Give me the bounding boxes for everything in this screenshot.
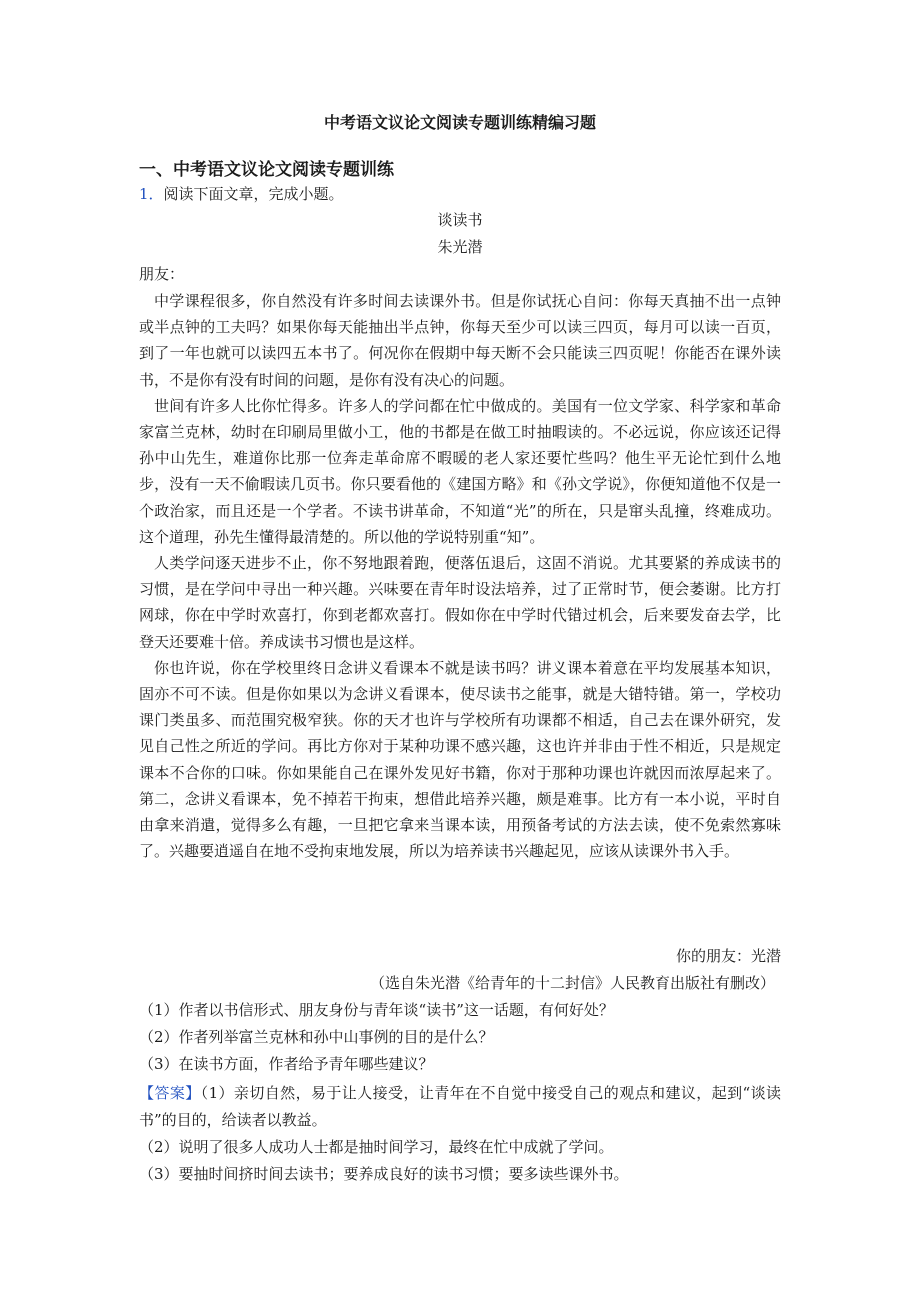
- essay-body: [139, 288, 781, 864]
- subquestion-3: （3）在读书方面，作者给予青年哪些建议？: [139, 1055, 434, 1073]
- essay-paragraph: 世间有许多人比你忙得多。许多人的学问都在忙中做成的。美国有一位文学家、科学家和革命家富兰克林，幼时在印刷局里做小工，他的书都是在做工时抽暇读的。不必远说，你应该还记得孙中山先生，难道你比那一位奔走革命席不暇暖的老人家还要忙些吗？他生平无论忙到什么地步，没有一天不偷暇读几页书。你只要看他的《建国方略》和《孙文学说》，你便知道他不仅是一个政治家，而且还是一个学者。不读书讲革命，不知道“光”的所在，只是窜头乱撞，终难成功。这个道理，孙先生懂得最清楚的。所以他的学说特别重“知”。: [139, 396, 781, 546]
- essay-author: 朱光潜: [437, 238, 483, 256]
- question-intro-text: 阅读下面文章，完成小题。: [163, 185, 344, 203]
- document-title: 中考语文议论文阅读专题训练精编习题: [323, 113, 596, 132]
- essay-paragraph: 中学课程很多，你自然没有许多时间去读课外书。但是你试抚心自问：你每天真抽不出一点钟或半点钟的工夫吗？如果你每天能抽出半点钟，你每天至少可以读三四页，每月可以读一百页，到了一年也就可以读四五本书了。何况你在假期中每天断不会只能读三四页呢！你能否在课外读书，不是你有没有时间的问题，是你有没有决心的问题。: [139, 292, 781, 389]
- subquestion-2: （2）作者列举富兰克林和孙中山事例的目的是什么？: [139, 1028, 494, 1046]
- answer-text-1: （1）亲切自然，易于让人接受，让青年在不自觉中接受自己的观点和建议，起到“谈读书”的目的，给读者以教益。: [139, 1084, 781, 1129]
- essay-greeting: 朋友：: [139, 265, 185, 283]
- question-intro: [139, 182, 344, 206]
- essay-paragraph: 你也许说，你在学校里终日念讲义看课本不就是读书吗？讲义课本着意在平均发展基本知识，固亦不可不读。但是你如果以为念讲义看课本，使尽读书之能事，就是大错特错。第一，学校功课门类虽多、而范围究极窄狭。你的天才也许与学校所有功课都不相适，自己去在课外研究，发见自己性之所近的学问。再比方你对于某种功课不感兴趣，这也许并非由于性不相近，只是规定课本不合你的口味。你如果能自己在课外发见好书籍，你对于那种功课也许就因而浓厚起来了。第二，念讲义看课本，免不掉若干拘束，想借此培养兴趣，颇是难事。比方有一本小说，平时自由拿来消遣，觉得多么有趣，一旦把它拿来当课本读，用预备考试的方法去读，使不免索然寡味了。兴趣要逍遥自在地不受拘束地发展，所以为培养读书兴趣起见，应该从读课外书入手。: [139, 658, 781, 861]
- answer-line-3: （3）要抽时间挤时间去读书；要养成良好的读书习惯；要多读些课外书。: [139, 1165, 629, 1183]
- answer-tag: 【答案】: [139, 1084, 201, 1102]
- answer-line-1: [139, 1080, 781, 1134]
- subquestion-1: （1）作者以书信形式、朋友身份与青年谈“读书”这一话题，有何好处？: [139, 1001, 614, 1019]
- essay-paragraph: 人类学问逐天进步不止，你不努地跟着跑，便落伍退后，这固不消说。尤其要紧的养成读书的习惯，是在学问中寻出一种兴趣。兴味要在青年时设法培养，过了正常时节，便会萎谢。比方打网球，你在中学时欢喜打，你到老都欢喜打。假如你在中学时代错过机会，后来要发奋去学，比登天还要难十倍。养成读书习惯也是这样。: [139, 554, 781, 651]
- answer-line-2: （2）说明了很多人成功人士都是抽时间学习，最终在忙中成就了学问。: [139, 1138, 614, 1156]
- essay-source: （选自朱光潜《给青年的十二封信》人民教育出版社有删改）: [369, 974, 775, 992]
- question-number: 1．: [139, 185, 164, 203]
- answer-block: [139, 1080, 781, 1188]
- essay-title: 谈读书: [437, 211, 483, 229]
- essay-signature: 你的朋友：光潜: [675, 947, 781, 965]
- section-heading: 一、中考语文议论文阅读专题训练: [139, 160, 394, 180]
